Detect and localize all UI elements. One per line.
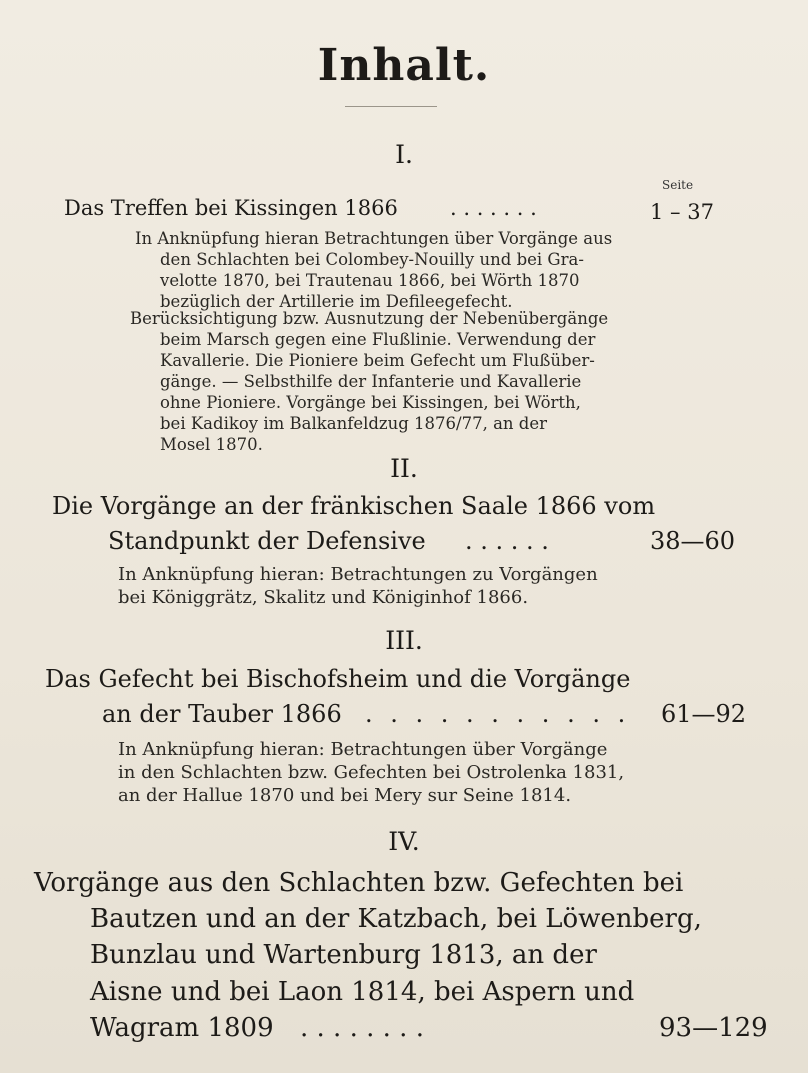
page-range: 61—92 <box>661 700 747 728</box>
dot-leader: . . . . . . . . . . . <box>365 700 631 728</box>
section-numeral: III. <box>385 626 423 655</box>
section-heading-line: Das Gefecht bei Bischofsheim und die Vorgänge <box>45 665 631 693</box>
page-range: 1 – 37 <box>650 200 714 224</box>
description-line: Mosel 1870. <box>160 435 263 454</box>
page-column-header: Seite <box>662 178 694 192</box>
description-line: beim Marsch gegen eine Flußlinie. Verwendung der <box>160 330 596 349</box>
section-heading-line: Standpunkt der Defensive <box>108 527 426 555</box>
description-line: bei Kadikoy im Balkanfeldzug 1876/77, an der <box>160 414 548 433</box>
section-heading-line: Aisne und bei Laon 1814, bei Aspern und <box>90 977 635 1007</box>
dot-leader: . . . . . . . <box>450 196 537 220</box>
description-line: Berücksichtigung bzw. Ausnutzung der Nebenübergänge <box>130 309 609 328</box>
section-heading-line: Das Treffen bei Kissingen 1866 <box>64 196 398 220</box>
description-line: Kavallerie. Die Pioniere beim Gefecht um Flußüber- <box>160 351 595 370</box>
section-numeral: II. <box>390 454 418 483</box>
description-line: an der Hallue 1870 und bei Mery sur Seine 1814. <box>118 785 572 806</box>
section-numeral: I. <box>395 140 413 169</box>
section-heading-line: an der Tauber 1866 <box>102 700 342 728</box>
section-heading-line: Die Vorgänge an der fränkischen Saale 1866 vom <box>52 492 656 520</box>
description-line: bezüglich der Artillerie im Defileegefecht. <box>160 292 513 311</box>
description-line: In Anknüpfung hieran Betrachtungen über Vorgänge aus <box>135 229 613 248</box>
description-line: velotte 1870, bei Trautenau 1866, bei Wörth 1870 <box>160 271 580 290</box>
section-heading-line: Bunzlau und Wartenburg 1813, an der <box>90 940 597 970</box>
section-heading-line: Wagram 1809 <box>90 1013 274 1043</box>
page-range: 93—129 <box>659 1013 768 1043</box>
section-heading-line: Vorgänge aus den Schlachten bzw. Gefechten bei <box>34 868 684 898</box>
description-line: In Anknüpfung hieran: Betrachtungen über Vorgänge <box>118 739 608 760</box>
description-line: in den Schlachten bzw. Gefechten bei Ostrolenka 1831, <box>118 762 625 783</box>
title-divider <box>345 106 437 107</box>
page-title: Inhalt. <box>317 40 491 91</box>
description-line: In Anknüpfung hieran: Betrachtungen zu Vorgängen <box>118 564 598 585</box>
section-numeral: IV. <box>388 827 420 856</box>
description-line: den Schlachten bei Colombey-Nouilly und bei Gra- <box>160 250 584 269</box>
dot-leader: . . . . . . <box>465 527 549 555</box>
description-line: bei Königgrätz, Skalitz und Königinhof 1866. <box>118 587 529 608</box>
page-range: 38—60 <box>650 527 736 555</box>
section-heading-line: Bautzen und an der Katzbach, bei Löwenberg, <box>90 904 702 934</box>
description-line: ohne Pioniere. Vorgänge bei Kissingen, bei Wörth, <box>160 393 581 412</box>
description-line: gänge. — Selbsthilfe der Infanterie und Kavallerie <box>160 372 582 391</box>
dot-leader: . . . . . . . . <box>300 1013 424 1043</box>
